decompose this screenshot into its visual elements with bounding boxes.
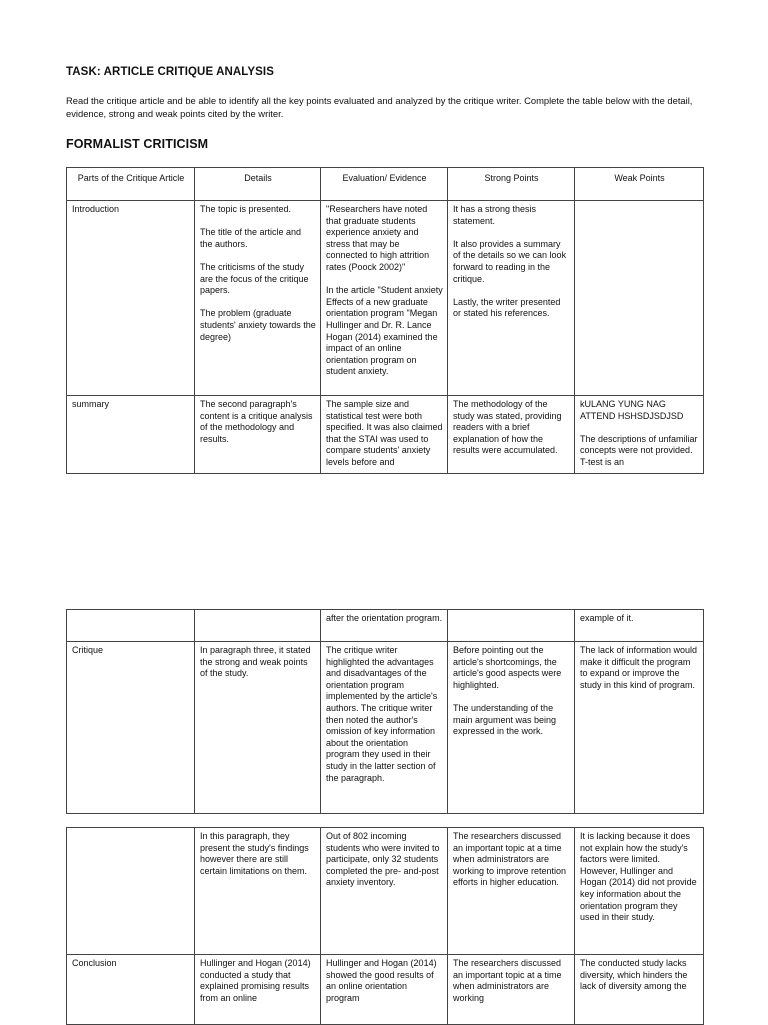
table-row-critique xyxy=(67,642,704,814)
cell-part: Introduction xyxy=(67,201,195,396)
cell-strong-points: The methodology of the study was stated, providing readers with a brief explanation of how the results were accumulated. xyxy=(448,396,575,474)
table-row-introduction xyxy=(67,201,704,396)
section-title: FORMALIST CRITICISM xyxy=(66,137,209,151)
cell-evaluation: Hullinger and Hogan (2014) showed the good results of an online orientation program xyxy=(321,955,448,1025)
cell-part xyxy=(67,610,195,642)
cell-strong-points xyxy=(448,610,575,642)
cell-evaluation: after the orientation program. xyxy=(321,610,448,642)
cell-part: summary xyxy=(67,396,195,474)
cell-strong-points: The researchers discussed an important topic at a time when administrators are working to improve retention efforts in higher education. xyxy=(448,828,575,955)
cell-details: Hullinger and Hogan (2014) conducted a study that explained promising results from an online xyxy=(195,955,321,1025)
cell-strong-points: The researchers discussed an important topic at a time when administrators are working xyxy=(448,955,575,1025)
cell-part: Critique xyxy=(67,642,195,814)
cell-part: Conclusion xyxy=(67,955,195,1025)
instructions-text: Read the critique article and be able to identify all the key points evaluated and analyzed by the critique writer. Complete the table below with the detail, evidence, strong and weak points cited by the writer. xyxy=(66,95,693,119)
cell-weak-points xyxy=(575,201,704,396)
cell-weak-points: kULANG YUNG NAG ATTEND HSHSDJSDJSD The descriptions of unfamiliar concepts were not provided. T-test is an xyxy=(575,396,704,474)
cell-weak-points: The lack of information would make it difficult the program to expand or improve the study in this kind of program. xyxy=(575,642,704,814)
task-title: TASK: ARTICLE CRITIQUE ANALYSIS xyxy=(66,66,274,78)
cell-evaluation: The critique writer highlighted the advantages and disadvantages of the orientation program implemented by the article's authors. The critique writer then noted the author's omission of key information about the orientation program they used in their study in the latter section of the paragraph. xyxy=(321,642,448,814)
table-row-findings xyxy=(67,828,704,955)
critique-table-1 xyxy=(66,167,704,474)
table-row-conclusion xyxy=(67,955,704,1025)
cell-weak-points: example of it. xyxy=(575,610,704,642)
cell-details: In this paragraph, they present the study's findings however there are still certain limitations on them. xyxy=(195,828,321,955)
cell-details: In paragraph three, it stated the strong and weak points of the study. xyxy=(195,642,321,814)
header-parts: Parts of the Critique Article xyxy=(67,168,195,201)
cell-strong-points: Before pointing out the article's shortcomings, the article's good aspects were highlighted. The understanding of the main argument was being expressed in the work. xyxy=(448,642,575,814)
cell-strong-points: It has a strong thesis statement. It also provides a summary of the details so we can look forward to reading in the critique. Lastly, the writer presented or stated his references. xyxy=(448,201,575,396)
cell-weak-points: It is lacking because it does not explain how the study's factors were limited. However, Hullinger and Hogan (2014) did not provide key information about the orientation program they used in their study. xyxy=(575,828,704,955)
header-evaluation: Evaluation/ Evidence xyxy=(321,168,448,201)
table-row-continued xyxy=(67,610,704,642)
cell-part xyxy=(67,828,195,955)
header-strong-points: Strong Points xyxy=(448,168,575,201)
table-row-summary xyxy=(67,396,704,474)
cell-evaluation: Out of 802 incoming students who were invited to participate, only 32 students completed the pre- and-post anxiety inventory. xyxy=(321,828,448,955)
header-details: Details xyxy=(195,168,321,201)
cell-details: The second paragraph's content is a critique analysis of the methodology and results. xyxy=(195,396,321,474)
cell-weak-points: The conducted study lacks diversity, which hinders the lack of diversity among the xyxy=(575,955,704,1025)
cell-details xyxy=(195,610,321,642)
header-weak-points: Weak Points xyxy=(575,168,704,201)
critique-table-3 xyxy=(66,827,704,1025)
cell-evaluation: The sample size and statistical test were both specified. It was also claimed that the STAI was used to compare students' anxiety levels before and xyxy=(321,396,448,474)
table-header-row xyxy=(67,168,704,201)
cell-details: The topic is presented. The title of the article and the authors. The criticisms of the study are the focus of the critique papers. The problem (graduate students' anxiety towards the degree) xyxy=(195,201,321,396)
cell-evaluation: "Researchers have noted that graduate students experience anxiety and stress that may be connected to high attrition rates (Poock 2002)" In the article "Student anxiety Effects of a new graduate orientation program "Megan Hullinger and Dr. R. Lance Hogan (2014) examined the impact of an online orientation program on student anxiety. xyxy=(321,201,448,396)
critique-table-2 xyxy=(66,609,704,814)
